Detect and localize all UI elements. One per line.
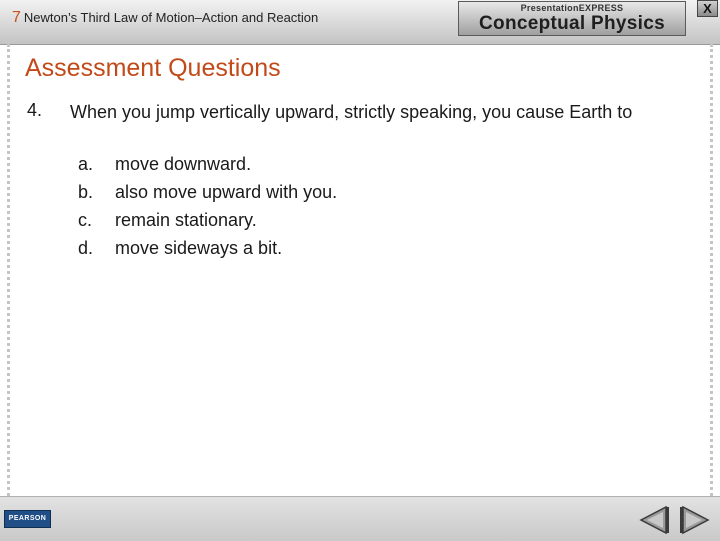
- chapter-number: 7: [12, 9, 21, 26]
- next-slide-button[interactable]: [678, 505, 710, 535]
- option-text: also move upward with you.: [115, 182, 338, 202]
- option-letter: d.: [78, 238, 94, 258]
- answer-options: [78, 150, 337, 262]
- question-number: 4.: [27, 100, 43, 120]
- option-letter: a.: [78, 154, 94, 174]
- previous-slide-button[interactable]: [639, 505, 671, 535]
- option-text: remain stationary.: [115, 210, 257, 230]
- option-text: move downward.: [115, 154, 252, 174]
- close-button[interactable]: X: [697, 0, 718, 17]
- conceptual-physics-logo-text: Conceptual Physics: [479, 13, 665, 34]
- left-dotted-border: [7, 44, 10, 496]
- slide-title: Assessment Questions: [25, 54, 281, 82]
- chapter-title: Newton’s Third Law of Motion–Action and Reaction: [23, 10, 319, 25]
- conceptual-physics-logo: [458, 1, 686, 36]
- presentation-express-logo-text: PresentationEXPRESS: [520, 3, 624, 13]
- top-bar: [0, 0, 720, 45]
- answer-option-a: [78, 150, 337, 178]
- option-text: move sideways a bit.: [115, 238, 283, 258]
- answer-option-b: [78, 178, 337, 206]
- pearson-logo: PEARSON: [4, 510, 51, 528]
- arrow-right-icon: [678, 505, 710, 535]
- bottom-bar: [0, 496, 720, 541]
- option-letter: b.: [78, 182, 94, 202]
- chapter-heading: [12, 10, 342, 26]
- answer-option-d: [78, 234, 337, 262]
- arrow-left-icon: [639, 505, 671, 535]
- option-letter: c.: [78, 210, 93, 230]
- question-text: When you jump vertically upward, strictly speaking, you cause Earth to: [70, 102, 633, 122]
- answer-option-c: [78, 206, 337, 234]
- right-dotted-border: [710, 44, 713, 496]
